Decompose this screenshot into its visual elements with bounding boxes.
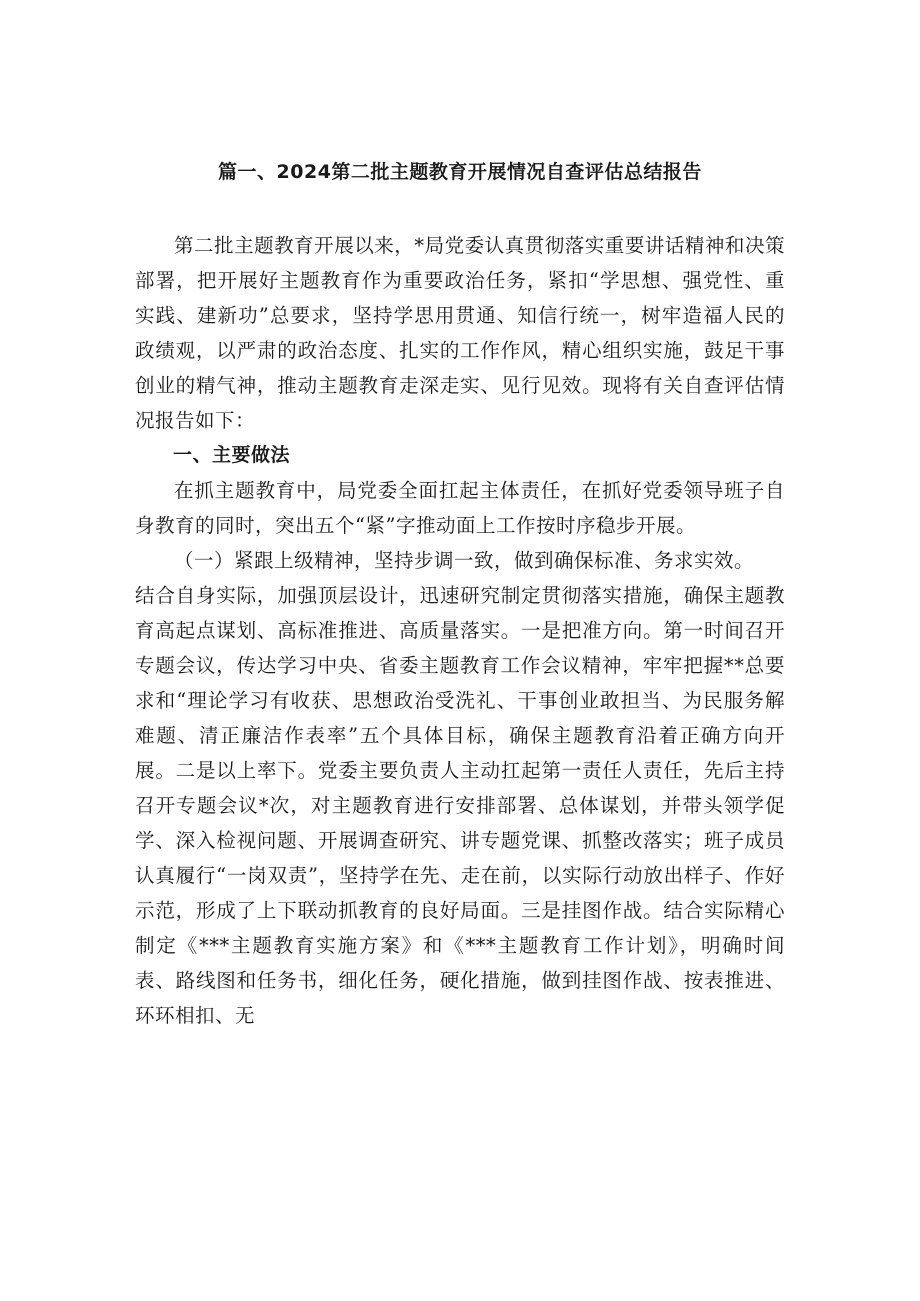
- document-body: [135, 228, 785, 1033]
- section-intro-paragraph: 在抓主题教育中，局党委全面扛起主体责任，在抓好党委领导班子自身教育的同时，突出五个“紧”字推动面上工作按时序稳步开展。: [135, 479, 785, 537]
- intro-paragraph: 第二批主题教育开展以来，*局党委认真贯彻落实重要讲话精神和决策部署，把开展好主题教育作为重要政治任务，紧扣“学思想、强党性、重实践、建新功”总要求，坚持学思用贯通、知信行统一，树牢造福人民的政绩观，以严肃的政治态度、扎实的工作作风，精心组织实施，鼓足干事创业的精气神，推动主题教育走深走实、见行见效。现将有关自查评估情况报告如下：: [135, 234, 785, 432]
- section-heading-main-practices: 一、主要做法: [173, 444, 291, 466]
- subsection-1-body-paragraph: 结合自身实际，加强顶层设计，迅速研究制定贯彻落实措施，确保主题教育高起点谋划、高标准推进、高质量落实。一是把准方向。第一时间召开专题会议，传达学习中央、省委主题教育工作会议精神，牢牢把握**总要求和“理论学习有收获、思想政治受洗礼、干事创业敢担当、为民服务解难题、清正廉洁作表率”五个具体目标，确保主题教育沿着正确方向开展。二是以上率下。党委主要负责人主动扛起第一责任人责任，先后主持召开专题会议*次，对主题教育进行安排部署、总体谋划，并带头领学促学、深入检视问题、开展调查研究、讲专题党课、抓整改落实；班子成员认真履行“一岗双责”，坚持学在先、走在前，以实际行动放出样子、作好示范，形成了上下联动抓教育的良好局面。三是挂图作战。结合实际精心制定《***主题教育实施方案》和《***主题教育工作计划》，明确时间表、路线图和任务书，细化任务，硬化措施，做到挂图作战、按表推进、环环相扣、无: [135, 584, 785, 1027]
- subsection-heading-1: （一）紧跟上级精神，坚持步调一致，做到确保标准、务求实效。: [174, 549, 755, 572]
- document-title: 篇一、2024第二批主题教育开展情况自查评估总结报告: [218, 161, 702, 183]
